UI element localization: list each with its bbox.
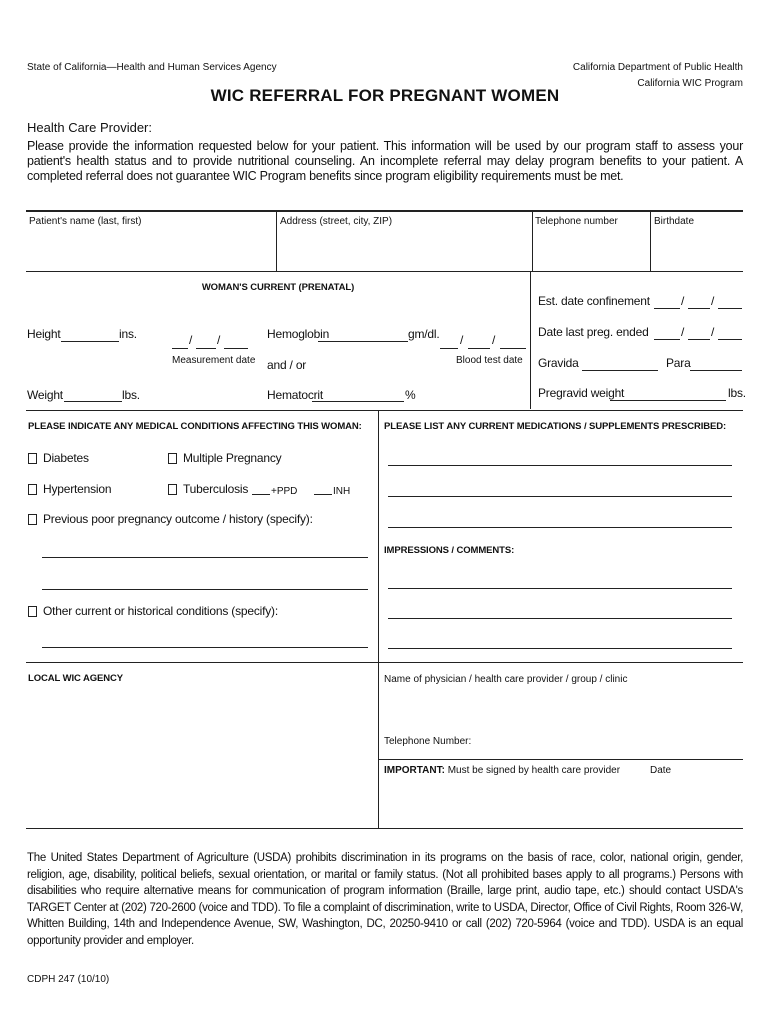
intro-text: Please provide the information requested below for your patient. This information will be used by our program staff to assess your patient's health status and to provide nutritional counseling. An incomplete referral may delay program benefits to your patient. A completed referral does not guarantee WIC Program benefits since program eligibility requirements must be met.	[27, 139, 743, 183]
impressions-title: IMPRESSIONS / COMMENTS:	[384, 545, 515, 556]
important-note	[384, 765, 620, 776]
inh-input[interactable]	[314, 494, 332, 495]
other-conditions-line[interactable]	[42, 647, 368, 648]
measurement-date-label: Measurement date	[172, 355, 256, 366]
gravida-label: Gravida	[538, 356, 579, 370]
inh-label: INH	[333, 486, 351, 497]
pregravid-unit: lbs.	[728, 386, 746, 400]
divider	[530, 271, 531, 409]
divider	[378, 662, 379, 828]
slash: /	[711, 294, 715, 308]
slash: /	[189, 333, 193, 347]
slash: /	[681, 325, 685, 339]
hypertension-checkbox[interactable]	[28, 484, 37, 495]
previous-poor-line-1[interactable]	[42, 557, 368, 558]
conditions-title: PLEASE INDICATE ANY MEDICAL CONDITIONS AFFECTING THIS WOMAN:	[28, 421, 362, 432]
rule	[26, 410, 743, 411]
hypertension-label: Hypertension	[43, 482, 112, 496]
signature-field[interactable]	[384, 780, 740, 824]
telephone-field[interactable]	[535, 228, 647, 268]
ppd-label: +PPD	[271, 486, 298, 497]
medications-title: PLEASE LIST ANY CURRENT MEDICATIONS / SUPPLEMENTS PRESCRIBED:	[384, 421, 727, 432]
measurement-month[interactable]	[172, 348, 188, 349]
height-label: Height	[27, 327, 61, 341]
impressions-line-3[interactable]	[388, 648, 732, 649]
rule-top	[26, 210, 743, 212]
previous-poor-line-2[interactable]	[42, 589, 368, 590]
multiple-pregnancy-checkbox[interactable]	[168, 453, 177, 464]
patient-name-field[interactable]	[28, 228, 274, 268]
blood-test-year[interactable]	[500, 348, 526, 349]
previous-poor-label: Previous poor pregnancy outcome / history (specify):	[43, 512, 313, 526]
diabetes-label: Diabetes	[43, 451, 89, 465]
other-conditions-label: Other current or historical conditions (specify):	[43, 604, 278, 618]
divider	[650, 211, 651, 271]
impressions-line-1[interactable]	[388, 588, 732, 589]
est-date-year[interactable]	[718, 308, 742, 309]
hematocrit-input[interactable]	[312, 401, 404, 402]
measurement-day[interactable]	[196, 348, 216, 349]
patient-name-label: Patient's name (last, first)	[29, 216, 142, 227]
ppd-input[interactable]	[252, 494, 270, 495]
weight-label: Weight	[27, 388, 63, 402]
height-unit: ins.	[119, 327, 137, 341]
tuberculosis-label: Tuberculosis	[183, 482, 249, 496]
last-preg-label: Date last preg. ended	[538, 325, 649, 339]
greeting: Health Care Provider:	[27, 120, 152, 135]
divider	[532, 211, 533, 271]
and-or-label: and / or	[267, 358, 307, 372]
telephone-number-label: Telephone Number:	[384, 736, 472, 747]
hemoglobin-input[interactable]	[318, 341, 408, 342]
agency-right-1: California Department of Public Health	[572, 62, 743, 73]
gravida-input[interactable]	[582, 370, 658, 371]
rule	[378, 759, 743, 760]
slash: /	[681, 294, 685, 308]
hematocrit-label: Hematocrit	[267, 388, 324, 402]
important-text: Must be signed by health care provider	[447, 765, 621, 776]
birthdate-field[interactable]	[654, 228, 740, 268]
height-input[interactable]	[61, 341, 119, 342]
weight-input[interactable]	[64, 401, 122, 402]
last-preg-day[interactable]	[688, 339, 710, 340]
rule	[26, 662, 743, 663]
slash: /	[217, 333, 221, 347]
multiple-pregnancy-label: Multiple Pregnancy	[183, 451, 282, 465]
slash: /	[492, 333, 496, 347]
weight-unit: lbs.	[122, 388, 140, 402]
usda-notice: The United States Department of Agriculture (USDA) prohibits discrimination in its programs on the basis of race, color, national origin, gender, religion, age, disability, political beliefs, sexual orientation, or marital or family status. (Not all prohibited bases apply to all programs.) Persons with disabilities who require alternative means for communication of program information (Braille, large print, audio tape, etc.) should contact USDA's TARGET Center at (202) 720-2600 (voice and TDD). To file a complaint of discrimination, write to USDA, Director, Office of Civil Rights, Room 326-W, Whitten Building, 14th and Independence Avenue, SW, Washington, DC, 20250-9410 or call (202) 720-5964 (voice and TDD). USDA is an equal opportunity provider and employer.	[27, 852, 743, 947]
address-field[interactable]	[279, 228, 529, 268]
medications-line-1[interactable]	[388, 465, 732, 466]
agency-left: State of California—Health and Human Services Agency	[27, 62, 277, 73]
para-input[interactable]	[690, 370, 742, 371]
pregravid-label: Pregravid weight	[538, 386, 625, 400]
tuberculosis-checkbox[interactable]	[168, 484, 177, 495]
date-label: Date	[650, 765, 672, 776]
medications-line-3[interactable]	[388, 527, 732, 528]
telephone-label: Telephone number	[535, 216, 618, 227]
slash: /	[711, 325, 715, 339]
est-date-label: Est. date confinement	[538, 294, 650, 308]
hematocrit-unit: %	[405, 388, 416, 402]
medications-line-2[interactable]	[388, 496, 732, 497]
local-wic-field[interactable]	[28, 688, 374, 823]
physician-field[interactable]	[384, 688, 740, 724]
rule	[26, 828, 743, 829]
blood-test-day[interactable]	[468, 348, 490, 349]
last-preg-year[interactable]	[718, 339, 742, 340]
agency-right-2: California WIC Program	[637, 78, 743, 89]
important-bold: IMPORTANT:	[384, 765, 445, 776]
est-date-month[interactable]	[654, 308, 680, 309]
hemoglobin-label: Hemoglobin	[267, 327, 330, 341]
blood-test-date-label: Blood test date	[456, 355, 523, 366]
blood-test-month[interactable]	[440, 348, 458, 349]
other-conditions-checkbox[interactable]	[28, 606, 37, 617]
measurement-year[interactable]	[224, 348, 248, 349]
form-number: CDPH 247 (10/10)	[27, 974, 110, 985]
divider	[276, 211, 277, 271]
previous-poor-checkbox[interactable]	[28, 514, 37, 525]
prenatal-title: WOMAN'S CURRENT (PRENATAL)	[201, 282, 355, 293]
divider	[378, 410, 379, 662]
last-preg-month[interactable]	[654, 339, 680, 340]
birthdate-label: Birthdate	[654, 216, 695, 227]
impressions-line-2[interactable]	[388, 618, 732, 619]
form-title: WIC REFERRAL FOR PREGNANT WOMEN	[210, 86, 560, 105]
address-label: Address (street, city, ZIP)	[280, 216, 393, 227]
diabetes-checkbox[interactable]	[28, 453, 37, 464]
physician-label: Name of physician / health care provider / group / clinic	[384, 674, 628, 685]
est-date-day[interactable]	[688, 308, 710, 309]
para-label: Para	[666, 356, 691, 370]
slash: /	[460, 333, 464, 347]
pregravid-input[interactable]	[610, 400, 726, 401]
local-wic-label: LOCAL WIC AGENCY	[28, 673, 123, 684]
rule	[26, 271, 743, 272]
hemoglobin-unit: gm/dl.	[408, 327, 440, 341]
